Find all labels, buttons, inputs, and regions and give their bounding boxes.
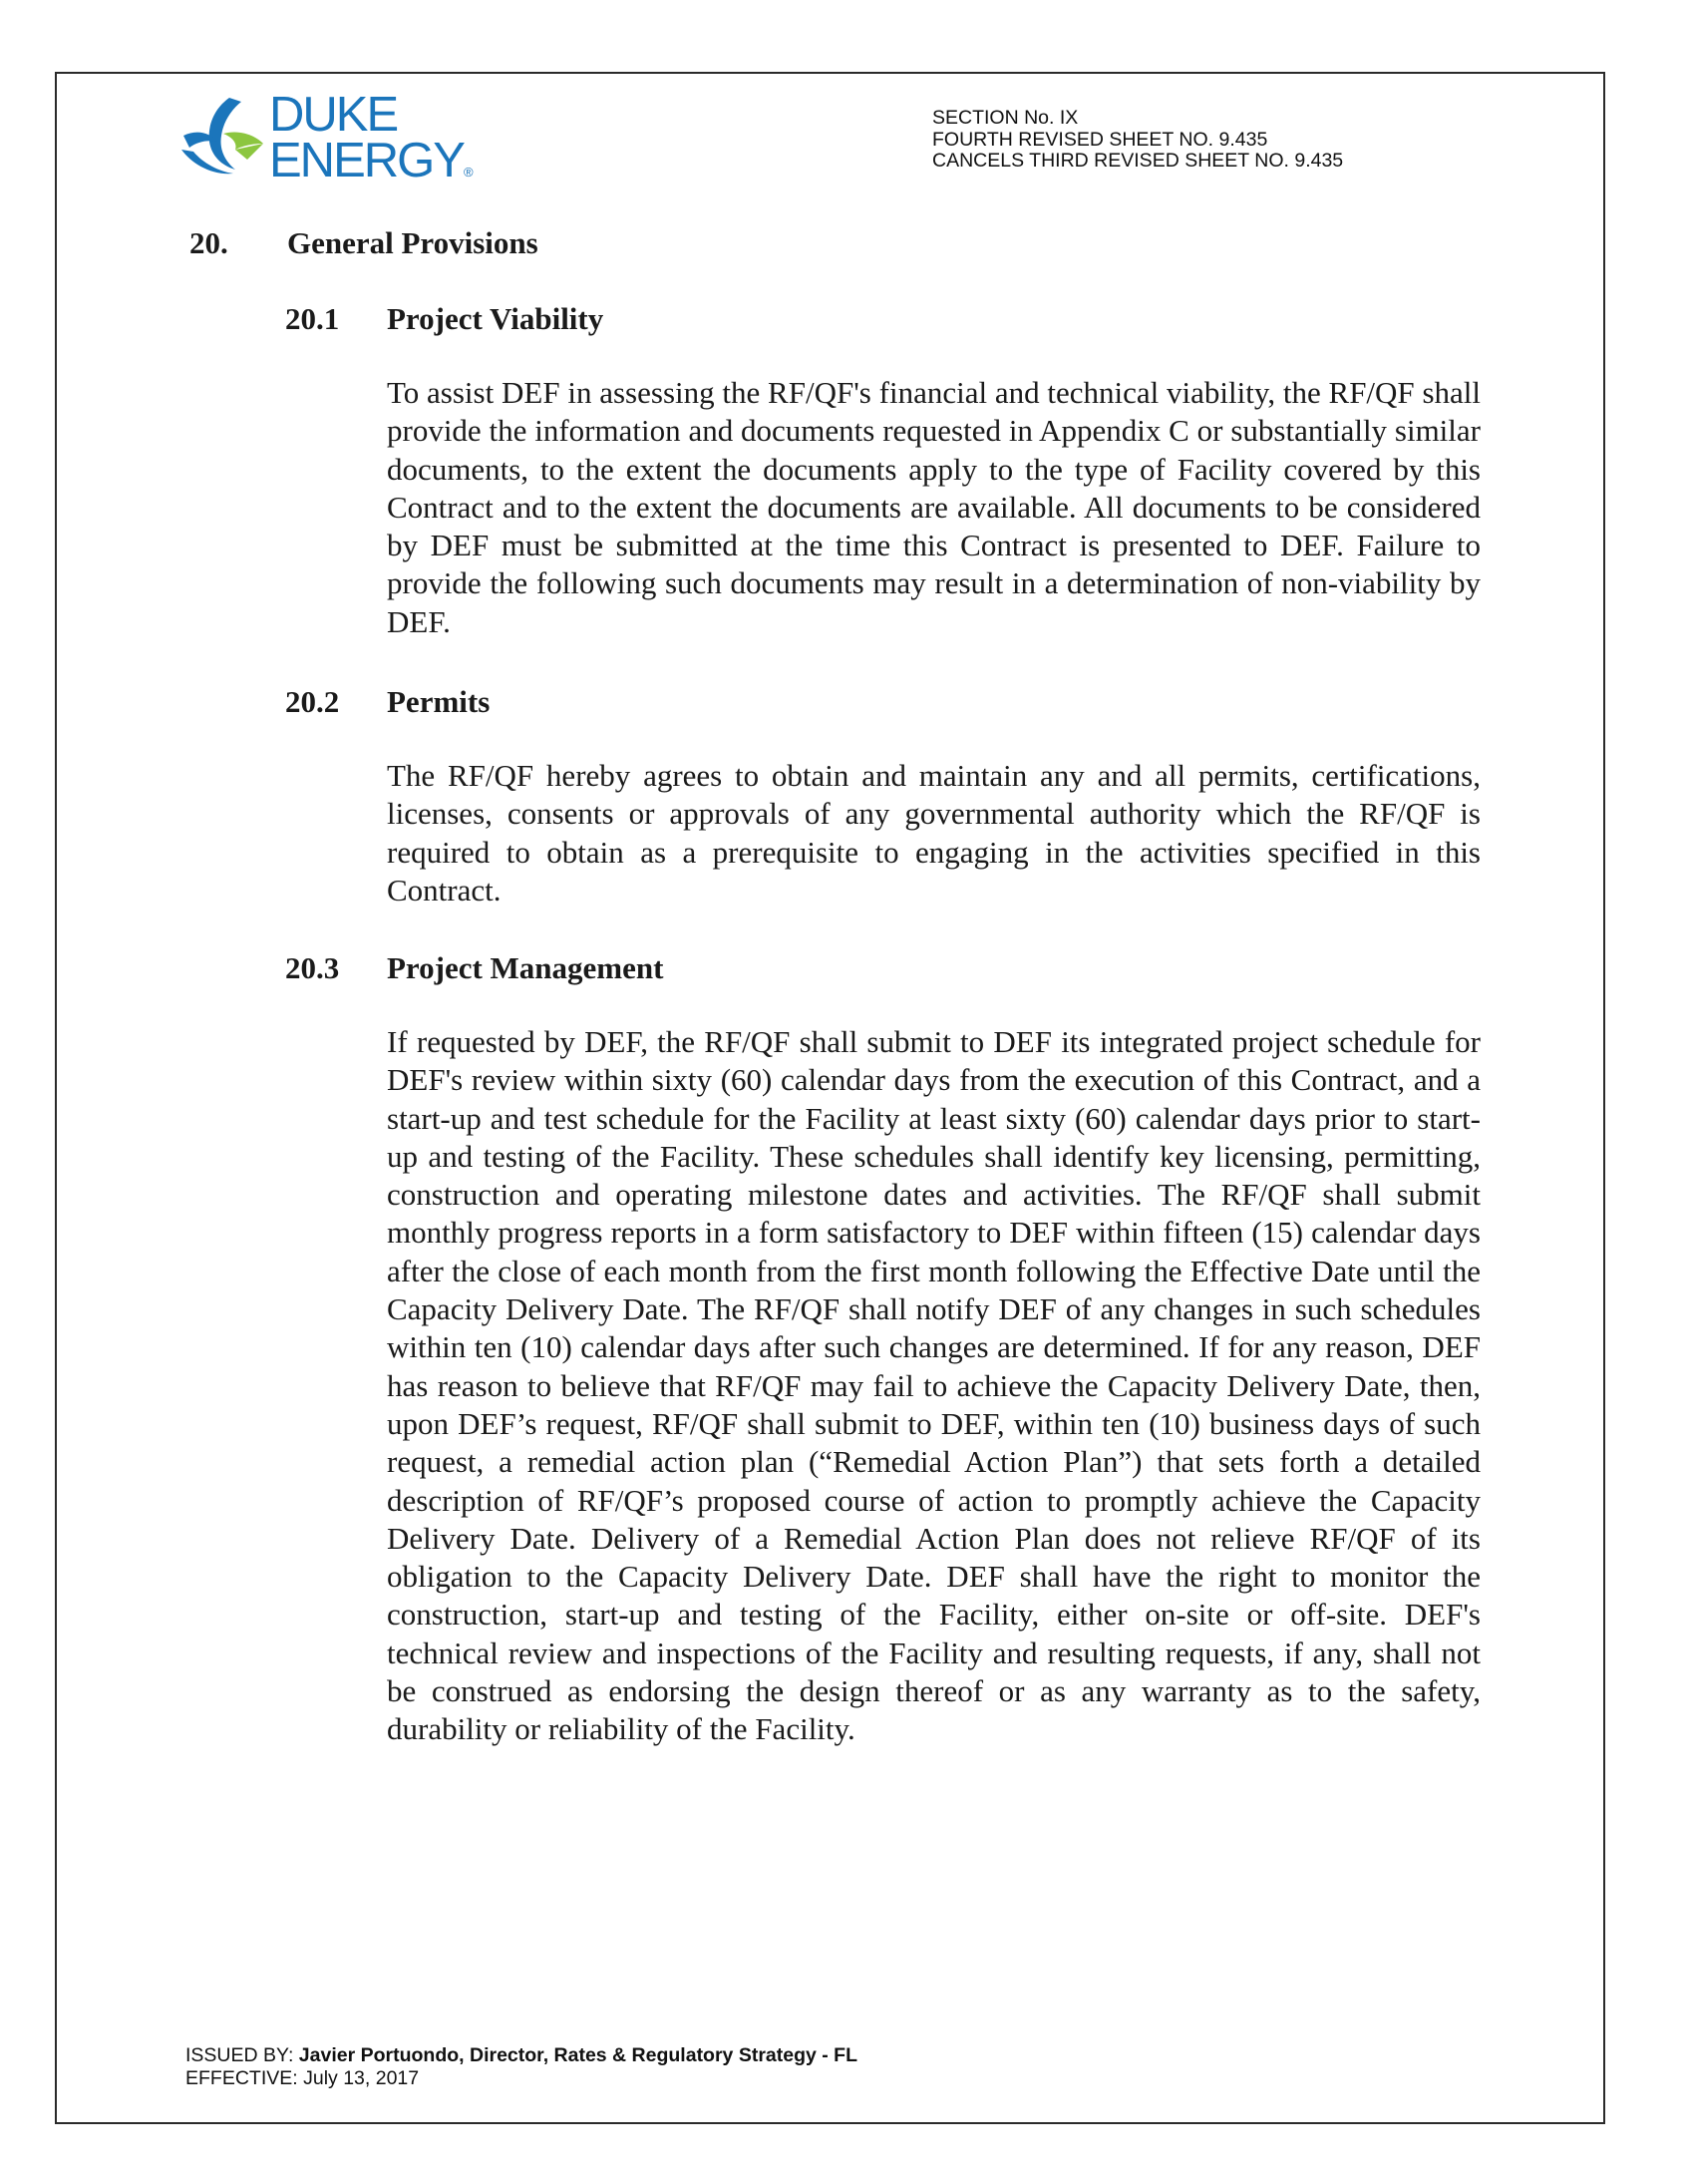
logo-line-2 (269, 134, 474, 195)
duke-energy-flame-icon (177, 94, 265, 189)
section-title: Project Management (387, 950, 664, 985)
section-body-20-3: If requested by DEF, the RF/QF shall submit to DEF its integrated project schedule for DEF's review within sixty (60) calendar days from the execution of this Contract, and a start-up and test schedule for the Facility at least sixty (60) calendar days prior to start-up and testing of the Facility. These schedules shall identify key licensing, permitting, construction and operating milestone dates and activities. The RF/QF shall submit monthly progress reports in a form satisfactory to DEF within fifteen (15) calendar days after the close of each month from the first month following the Effective Date until the Capacity Delivery Date. The RF/QF shall notify DEF of any changes in such schedules within ten (10) calendar days after such changes are determined. If for any reason, DEF has reason to believe that RF/QF may fail to achieve the Capacity Delivery Date, then, upon DEF’s request, RF/QF shall submit to DEF, within ten (10) business days of such request, a remedial action plan (“Remedial Action Plan”) that sets forth a detailed description of RF/QF’s proposed course of action to promptly achieve the Capacity Delivery Date. Delivery of a Remedial Action Plan does not relieve RF/QF of its obligation to the Capacity Delivery Date. DEF shall have the right to monitor the construction, start-up and testing of the Facility, either on-site or off-site. DEF's technical review and inspections of the Facility and resulting requests, if any, shall not be construed as endorsing the design thereof or as any warranty as to the safety, durability or reliability of the Facility. (387, 1024, 1481, 1747)
effective-value: July 13, 2017 (303, 2067, 420, 2089)
logo-line-2-text: ENERGY (269, 134, 464, 187)
section-body-20-2: The RF/QF hereby agrees to obtain and maintain any and all permits, certifications, licenses, consents or approvals of any governmental authority which the RF/QF is required to obtain as a prerequisite to engaging in the activities specified in this Contract. (387, 758, 1481, 908)
section-body-20-1: To assist DEF in assessing the RF/QF's financial and technical viability, the RF/QF shall provide the information and documents requested in Appendix C or substantially similar documents, to the extent the documents apply to the type of Facility covered by this Contract and to the extent the documents are available. All documents to be considered by DEF must be submitted at the time this Contract is presented to DEF. Failure to provide the following such documents may result in a determination of non-viability by DEF. (387, 375, 1481, 639)
section-title: Project Viability (387, 301, 604, 336)
article-title: General Provisions (287, 225, 538, 260)
section-title: Permits (387, 684, 491, 719)
sheet-info (932, 108, 1343, 173)
section-number: SECTION No. IX (932, 107, 1079, 129)
issued-by-value: Javier Portuondo, Director, Rates & Regulatory Strategy - FL (298, 2044, 858, 2066)
duke-energy-logo (177, 88, 474, 189)
section-heading-20-2 (285, 684, 490, 720)
issued-by-label: ISSUED BY: (185, 2044, 294, 2066)
article-number: 20. (189, 225, 228, 260)
article-heading (189, 225, 538, 261)
section-heading-20-1 (285, 301, 603, 337)
registered-mark: ® (463, 165, 474, 180)
section-number: 20.2 (285, 684, 340, 719)
section-heading-20-3 (285, 950, 663, 986)
section-number: 20.3 (285, 950, 340, 985)
issued-by-line (185, 2044, 857, 2067)
effective-label: EFFECTIVE: (185, 2067, 298, 2089)
logo-wordmark (269, 88, 474, 195)
section-number: 20.1 (285, 301, 340, 336)
cancels-sheet: CANCELS THIRD REVISED SHEET NO. 9.435 (932, 150, 1344, 172)
logo-line-1: DUKE (269, 88, 398, 142)
footer (185, 2044, 857, 2090)
effective-line (185, 2067, 857, 2090)
sheet-number: FOURTH REVISED SHEET NO. 9.435 (932, 128, 1268, 151)
